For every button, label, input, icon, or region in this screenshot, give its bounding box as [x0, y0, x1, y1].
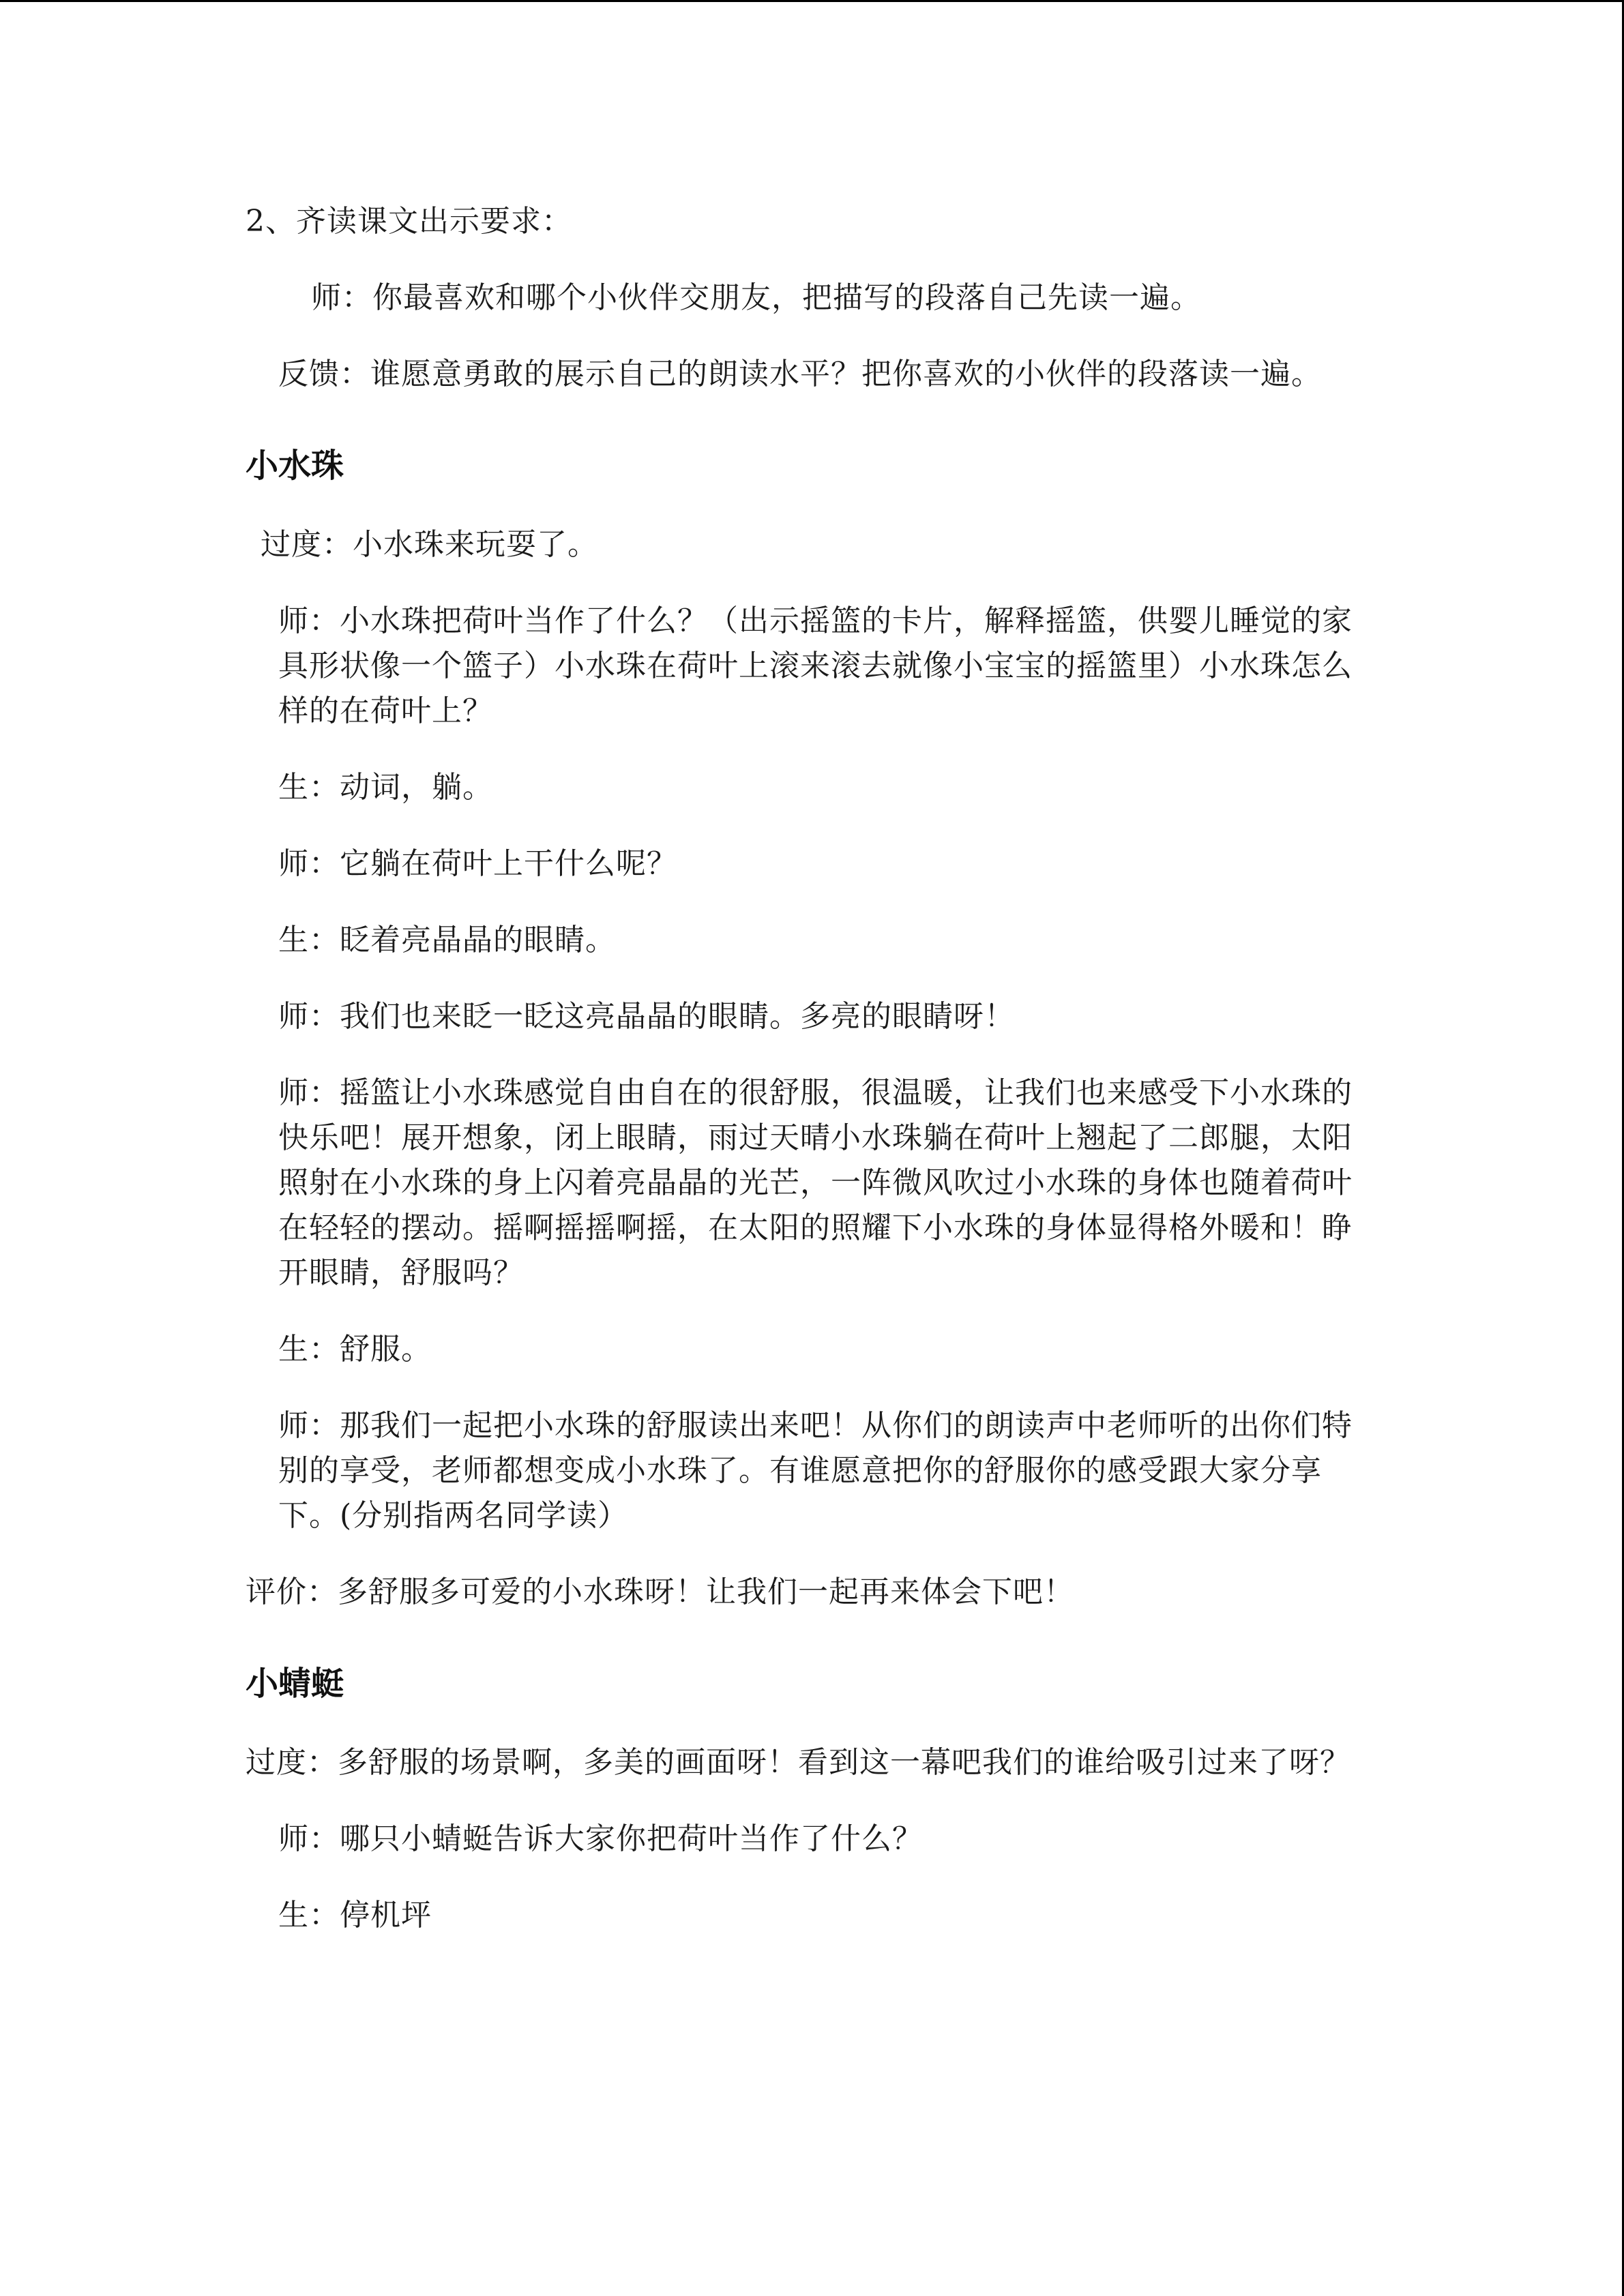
paragraph-evaluation: 评价：多舒服多可爱的小水珠呀！让我们一起再来体会下吧！	[246, 1575, 1074, 1609]
paragraph-student: 生：舒服。	[278, 1332, 432, 1367]
section-heading-dragonfly: 小蜻蜓	[246, 1665, 344, 1703]
paragraph-teacher: 师：那我们一起把小水珠的舒服读出来吧！从你们的朗读声中老师听的出你们特别的享受，老师都想变成小水珠了。有谁愿意把你的舒服你的感受跟大家分享下。(分别指两名同学读）	[278, 1408, 1353, 1533]
paragraph-teacher: 师：小水珠把荷叶当作了什么？（出示摇篮的卡片，解释摇篮，供婴儿睡觉的家具形状像一个篮子）小水珠在荷叶上滚来滚去就像小宝宝的摇篮里）小水珠怎么样的在荷叶上？	[278, 603, 1353, 728]
paragraph-student: 生：停机坪	[278, 1898, 432, 1933]
paragraph-teacher: 师：哪只小蜻蜓告诉大家你把荷叶当作了什么？	[278, 1821, 923, 1856]
section-heading-water-drop: 小水珠	[246, 447, 344, 485]
page-border-top	[0, 0, 1624, 2]
paragraph-teacher-prompt: 师：你最喜欢和哪个小伙伴交朋友，把描写的段落自己先读一遍。	[311, 280, 1201, 315]
paragraph-teacher: 师：摇篮让小水珠感觉自由自在的很舒服，很温暖，让我们也来感受下小水珠的快乐吧！展开想象，闭上眼睛，雨过天晴小水珠躺在荷叶上翘起了二郎腿，太阳照射在小水珠的身上闪着亮晶晶的光芒，一阵微风吹过小水珠的身体也随着荷叶在轻轻的摆动。摇啊摇摇啊摇，在太阳的照耀下小水珠的身体显得格外暖和！睁开眼睛，舒服吗？	[278, 1075, 1353, 1290]
paragraph-instruction: 2、齐读课文出示要求：	[246, 204, 572, 239]
paragraph-transition: 过度：多舒服的场景啊，多美的画面呀！看到这一幕吧我们的谁给吸引过来了呀？	[246, 1745, 1350, 1780]
paragraph-student: 生：动词，躺。	[278, 770, 493, 805]
paragraph-transition: 过度：小水珠来玩耍了。	[261, 527, 598, 562]
paragraph-feedback: 反馈：谁愿意勇敢的展示自己的朗读水平？把你喜欢的小伙伴的段落读一遍。	[278, 357, 1322, 391]
paragraph-teacher: 师：它躺在荷叶上干什么呢？	[278, 846, 677, 881]
paragraph-student: 生：眨着亮晶晶的眼睛。	[278, 923, 616, 957]
document-body	[246, 199, 1364, 1938]
paragraph-teacher: 师：我们也来眨一眨这亮晶晶的眼睛。多亮的眼睛呀！	[278, 999, 1015, 1034]
